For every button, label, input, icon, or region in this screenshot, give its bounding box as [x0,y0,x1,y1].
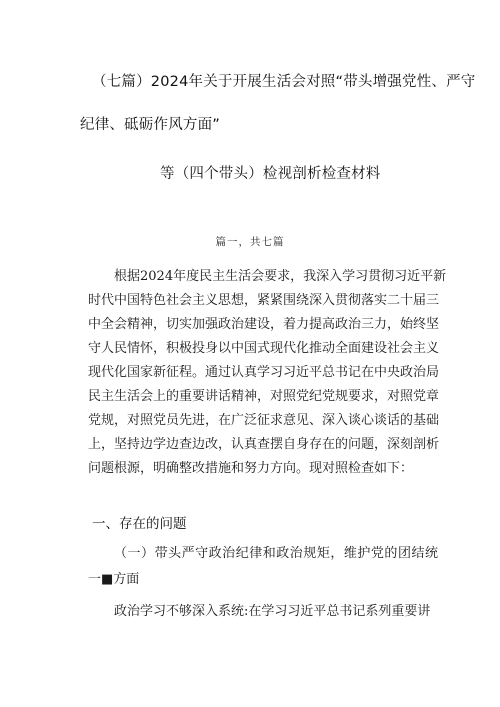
intro-paragraph [88,265,447,481]
document-title-line-3: 等（四个带头）检视剖析检查材料 [160,166,381,182]
paragraph-line: 问题根源，明确整改措施和努力方向。现对照检查如下： [88,461,414,476]
paragraph-line: 政治学习不够深入系统:在学习习近平总书记系列重要讲 [114,604,431,619]
paragraph-line: 中全会精神，切实加强政治建设，着力提高政治三力，始终坚 [88,317,440,332]
section-heading: 一、存在的问题 [92,516,187,532]
paragraph-line: 一■方面 [88,572,140,587]
document-title-line-1: （七篇）2024年关于开展生活会对照“带头增强党性、严守 [92,74,476,90]
sub-heading-paragraph [88,541,438,593]
body-paragraph [88,600,438,624]
document-title-line-2: 纪律、砥砺作风方面” [80,117,221,133]
paragraph-line: 守人民情怀，积极投身以中国式现代化推动全面建设社会主义 [88,341,440,356]
section-label: 篇一，共七篇 [215,236,285,248]
paragraph-line: 现代化国家新征程。通过认真学习习近平总书记在中央政治局 [88,365,440,380]
paragraph-line: 根据2024年度民主生活会要求，我深入学习贯彻习近平新 [114,269,447,284]
paragraph-line: 上，坚持边学边查边改，认真查摆自身存在的问题，深刻剖析 [88,437,440,452]
paragraph-line: 民主生活会上的重要讲话精神，对照党纪党规要求，对照党章 [88,389,440,404]
paragraph-line: 党规，对照党员先进，在广泛征求意见、深入谈心谈话的基础 [88,413,440,428]
paragraph-line: 时代中国特色社会主义思想，紧紧围绕深入贯彻落实二十届三 [88,293,440,308]
paragraph-line: （一）带头严守政治纪律和政治规矩，维护党的团结统 [114,546,438,561]
